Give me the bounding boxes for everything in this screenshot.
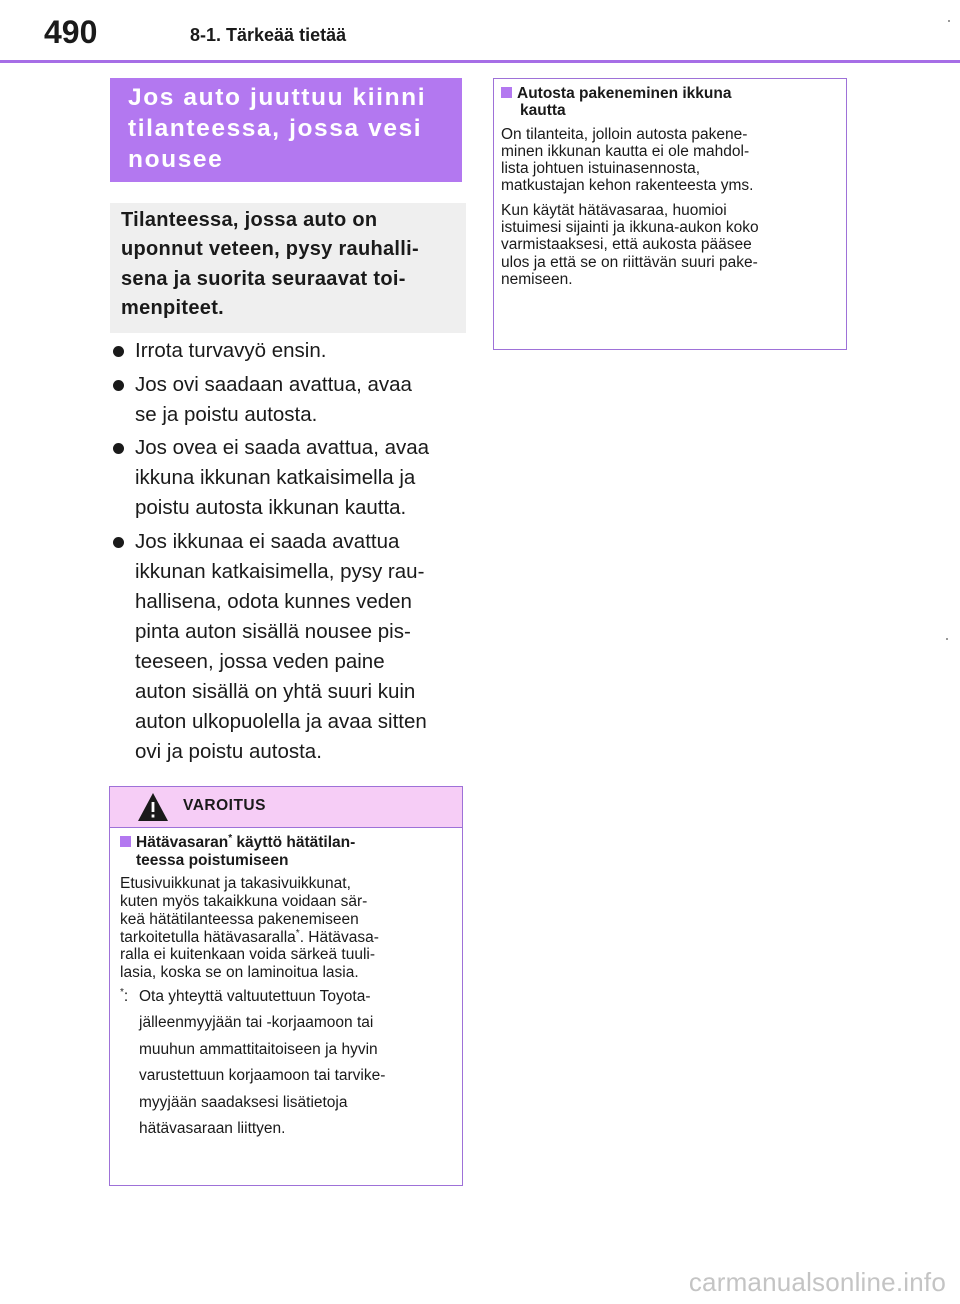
bullet-text: teeseen, jossa veden paine — [135, 649, 385, 673]
bullet-text: ikkunan katkaisimella, pysy rau- — [135, 559, 425, 583]
topic-title-line: tilanteessa, jossa vesi — [128, 115, 423, 142]
warning-paragraph — [120, 875, 454, 981]
bullet-text: pinta auton sisällä nousee pis- — [135, 619, 411, 643]
warning-text: keä hätätilanteessa pakenemiseen — [120, 910, 359, 928]
bullet-text: poistu autosta ikkunan kautta. — [135, 496, 407, 519]
bullet-text: Jos ikkunaa ei saada avattua — [135, 529, 400, 553]
intro-line: Tilanteessa, jossa auto on — [121, 209, 378, 231]
warning-body — [110, 828, 462, 1143]
bullet-item — [110, 370, 470, 430]
bullet-text: Irrota turvavyö ensin. — [135, 339, 327, 362]
edge-mark — [948, 20, 950, 22]
warning-header — [110, 787, 462, 828]
escape-paragraph — [501, 202, 840, 288]
square-bullet-icon — [501, 87, 512, 98]
square-bullet-icon — [120, 836, 131, 847]
bullet-item — [110, 336, 470, 366]
escape-text: ulos ja että se on riittävän suuri pake- — [501, 253, 758, 271]
warning-text: lasia, koska se on laminoitua lasia. — [120, 963, 359, 981]
bullet-text: ovi ja poistu autosta. — [135, 739, 322, 763]
bullet-icon — [113, 346, 124, 357]
escape-text: Kun käytät hätävasaraa, huomioi — [501, 201, 727, 219]
escape-text: istuimesi sijainti ja ikkuna-aukon koko — [501, 219, 759, 237]
intro-line: sena ja suorita seuraavat toi- — [121, 267, 406, 290]
warning-heading-text: teessa poistumiseen — [136, 851, 289, 869]
bullet-text: hallisena, odota kunnes veden — [135, 589, 412, 613]
header-rule — [0, 60, 960, 63]
bullet-text: se ja poistu autosta. — [135, 402, 318, 426]
footnote-text: hätävasaraan liittyen. — [139, 1120, 286, 1138]
warning-text: ralla ei kuitenkaan voida särkeä tuuli- — [120, 946, 376, 964]
escape-heading-text: Autosta pakeneminen ikkuna — [517, 85, 732, 102]
bullet-text: Jos ovea ei saada avattua, avaa — [135, 436, 430, 459]
escape-text: minen ikkunan kautta ei ole mahdol- — [501, 142, 750, 160]
escape-text: matkustajan kehon rakenteesta yms. — [501, 177, 754, 195]
footnote-text: myyjään saadaksesi lisätietoja — [139, 1093, 348, 1111]
warning-title: VAROITUS — [183, 797, 266, 814]
footnote — [120, 984, 454, 1143]
intro-box — [110, 203, 466, 333]
footnote-text: muuhun ammattitaitoiseen ja hyvin — [139, 1040, 378, 1058]
page-number: 490 — [44, 14, 98, 50]
warning-text: . Hätävasa- — [299, 928, 379, 946]
bullet-list — [110, 336, 470, 770]
warning-text: kuten myös takaikkuna voidaan sär- — [120, 893, 368, 911]
warning-heading — [120, 834, 454, 869]
bullet-icon — [113, 380, 124, 391]
escape-text: varmistaaksesi, että aukosta pääsee — [501, 236, 752, 254]
escape-heading-text: kautta — [520, 102, 566, 120]
footnote-text: jälleenmyyjään tai -korjaamoon tai — [139, 1014, 374, 1032]
topic-title-line: nousee — [128, 146, 224, 173]
warning-box — [109, 786, 463, 1186]
footnote-text: varustettuun korjaamoon tai tarvike- — [139, 1067, 386, 1085]
bullet-item — [110, 433, 470, 523]
warning-text: tarkoitetulla hätävasaralla — [120, 928, 296, 946]
watermark: carmanualsonline.info — [688, 1267, 946, 1297]
escape-paragraph — [501, 126, 840, 195]
bullet-text: auton ulkopuolella ja avaa sitten — [135, 709, 427, 733]
bullet-text: ikkuna ikkunan katkaisimella ja — [135, 466, 416, 489]
footnote-mark: *: — [120, 986, 129, 1005]
bullet-icon — [113, 537, 124, 548]
bullet-text: auton sisällä on yhtä suuri kuin — [135, 679, 416, 703]
escape-text: nemiseen. — [501, 270, 573, 288]
warning-heading-text: käyttö hätätilan- — [232, 834, 356, 851]
escape-heading — [501, 85, 840, 120]
asterisk-mark: * — [295, 927, 300, 939]
warning-text: Etusivuikkunat ja takasivuikkunat, — [120, 875, 351, 893]
escape-text: On tilanteita, jolloin autosta pakene- — [501, 125, 748, 143]
escape-info-box — [493, 78, 847, 350]
intro-line: menpiteet. — [121, 296, 225, 319]
asterisk-mark: * — [228, 833, 233, 844]
topic-title-box — [110, 78, 462, 182]
footnote-text: Ota yhteyttä valtuutettuun Toyota- — [139, 987, 371, 1005]
bullet-text: Jos ovi saadaan avattua, avaa — [135, 372, 412, 396]
bullet-item — [110, 527, 470, 767]
intro-line: uponnut veteen, pysy rauhalli- — [121, 238, 419, 261]
edge-mark — [946, 638, 948, 640]
warning-heading-text: Hätävasaran — [136, 834, 229, 851]
escape-text: lista johtuen istuinasennosta, — [501, 160, 701, 178]
bullet-icon — [113, 443, 124, 454]
warning-triangle-icon — [137, 792, 169, 822]
section-title: 8-1. Tärkeää tietää — [190, 25, 347, 45]
topic-title-line: Jos auto juuttuu kiinni — [128, 84, 427, 111]
